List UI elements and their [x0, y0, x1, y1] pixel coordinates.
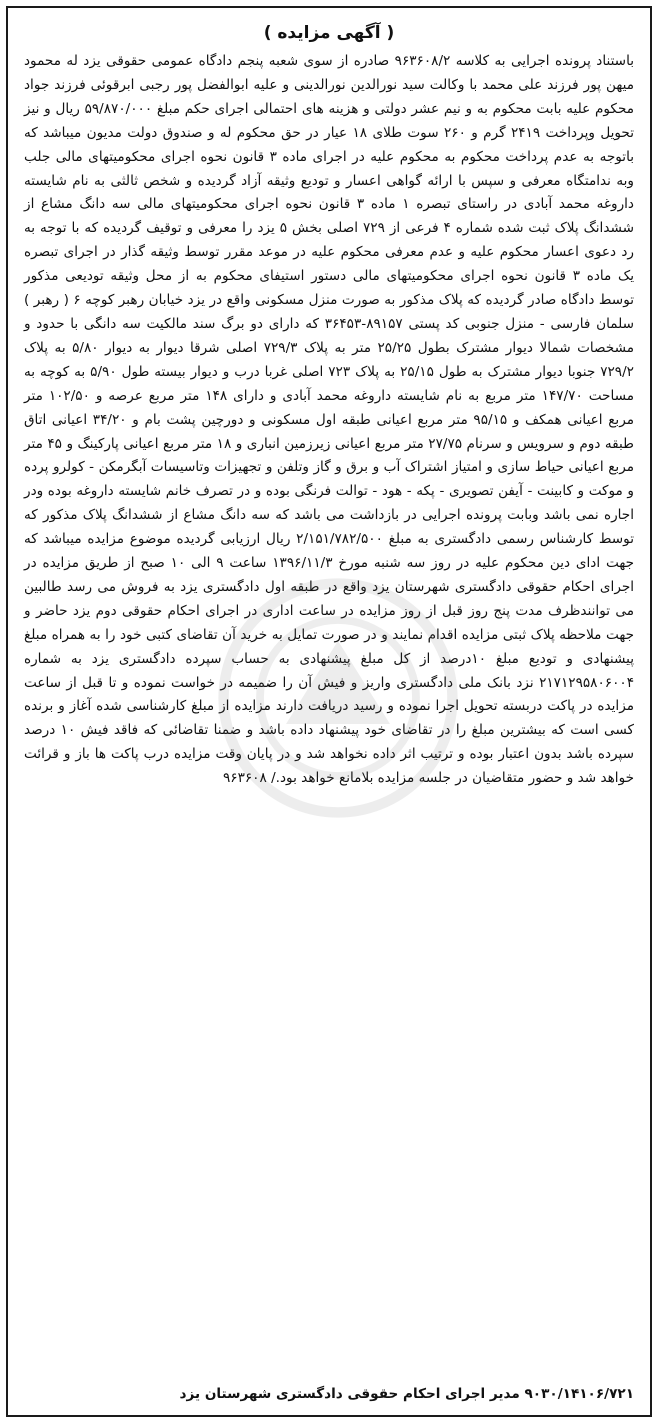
notice-footer-signature: ۹۰۳۰/۱۴۱۰۶/۷۲۱ مدیر اجرای احکام حقوقی دادگستری شهرستان یزد: [179, 1386, 634, 1402]
auction-notice: [6, 6, 652, 1417]
notice-title: ( آگهی مزایده ): [263, 23, 395, 43]
notice-body: باستناد پرونده اجرایی به کلاسه ۹۶۳۶۰۸/۲ صادره از سوی شعبه پنجم دادگاه عمومی حقوقی یزد له محمود میهن پور فرزند علی محمد با وکالت سید نورالدین نورالدینی و علیه ابوالفضل پور رجبی ابرقوئی فرزند جواد محکوم علیه بابت محکوم به و نیم عشر دولتی و هزینه های احتمالی اجرای حکم مبلغ ۵۹/۸۷۰/۰۰۰ ریال و نیز تحویل وپرداخت ۲۴۱۹ گرم و ۲۶۰ سوت طلای ۱۸ عیار در حق محکوم له و صندوق دولت مدیون میباشد که باتوجه به عدم پرداخت محکوم به محکوم علیه در اجرای ماده ۳ قانون نحوه اجرای محکومیتهای مالی جلب وبه ندامتگاه معرفی و سپس با ارائه گواهی اعسار و تودیع وثیقه آزاد گردیده و شخص ثالثی به نام شایسته داروغه محمد آبادی در راستای تبصره ۱ ماده ۳ قانون نحوه اجرای محکومیتهای مالی سه دانگ مشاع از ششدانگ پلاک ثبت شده شماره ۴ فرعی از ۷۲۹ اصلی بخش ۵ یزد را معرفی و توقیف گردیده که با توجه به رد دعوی اعسار محکوم علیه و عدم معرفی محکوم علیه در موعد مقرر توسط وثیقه گذار در اجرای تبصره یک ماده ۳ قانون نحوه اجرای محکومیتهای مالی دستور استیفای محکوم به از محل وثیقه تودیعی مذکور توسط دادگاه صادر گردیده که پلاک مذکور به صورت منزل مسکونی واقع در یزد خیابان رهبر کوچه ۶ ( رهبر ) سلمان فارسی - منزل جنوبی کد پستی ۸۹۱۵۷-۳۶۴۵۳ که دارای دو برگ سند مالکیت سه دانگی با حدود و مشخصات شمالا دیوار مشترک بطول ۲۵/۲۵ متر به پلاک ۷۲۹/۳ اصلی شرقا دیوار به دیوار ۵/۸۰ به پلاک ۷۲۹/۲ جنوبا دیوار مشترک به طول ۲۵/۱۵ به پلاک ۷۲۳ اصلی غربا درب و دیوار بیسته طول ۵/۹۰ به کوچه به مساحت ۱۴۷/۷۰ متر مربع به نام شایسته داروغه محمد آبادی و دارای ۱۴۸ متر مربع عرصه و ۱۰۲/۵۰ متر مربع اعیانی همکف و ۹۵/۱۵ متر مربع اعیانی طبقه اول مسکونی و دورچین پشت بام و ۳۴/۲۰ اعیانی اتاق طبقه دوم و سرویس و سرنام ۲۷/۷۵ متر مربع اعیانی زیرزمین انباری و ۱۸ متر مربع اعیانی پارکینگ و ۴۵ متر مربع اعیانی حیاط سازی و امتیاز اشتراک آب و برق و گاز وتلفن و تجهیزات وتاسیسات آبگرمکن - کولرو پرده و موکت و کابینت - آیفن تصویری - پکه - هود - توالت فرنگی بوده و در تصرف خانم شایسته داروغه بوده ودر اجاره نمی باشد وبابت پرونده اجرایی در بازداشت می باشد که سه دانگ مشاع از ششدانگ پلاک مذکور که توسط کارشناس رسمی دادگستری به مبلغ ۲/۱۵۱/۷۸۲/۵۰۰ ریال ارزیابی گردیده موضوع مزایده میباشد که جهت ادای دین محکوم علیه در روز سه شنبه مورخ ۱۳۹۶/۱۱/۳ ساعت ۹ الی ۱۰ صبح از طریق مزایده در اجرای احکام حقوقی دادگستری شهرستان یزد واقع در طبقه اول دادگستری یزد به فروش می رسد طالبین می توانندظرف مدت پنج روز قبل از روز مزایده در ساعت اداری در اجرای احکام حقوقی دوم یزد حاضر و جهت ملاحظه پلاک ثبتی مزایده اقدام نمایند و در صورت تمایل به خرید آن تقاضای کتبی خود را به همراه مبلغ پیشنهادی و تودیع مبلغ ۱۰درصد از کل مبلغ پیشنهادی به حساب سپرده دادگستری یزد به شماره ۲۱۷۱۲۹۵۸۰۶۰۰۴ نزد بانک ملی دادگستری واریز و فیش آن را ضمیمه در خواست نموده و تا قبل از ساعت مزایده در پاکت دربسته تحویل اجرا نموده و رسید دریافت دارند مزایده از مبلغ کارشناسی شده آغاز و برنده کسی است که بیشترین مبلغ را در تقاضای خود پیشنهاد داده باشد و ضمنا تقاضائی که فاقد فیش ۱۰ درصد سپرده باشد بدون اعتبار بوده و ترتیب اثر داده نخواهد شد و در پایان وقت مزایده درب پاکت ها باز و قرائت خواهد شد و حضور متقاضیان در جلسه مزایده بلامانع خواهد بود./ ۹۶۳۶۰۸: [24, 53, 635, 787]
